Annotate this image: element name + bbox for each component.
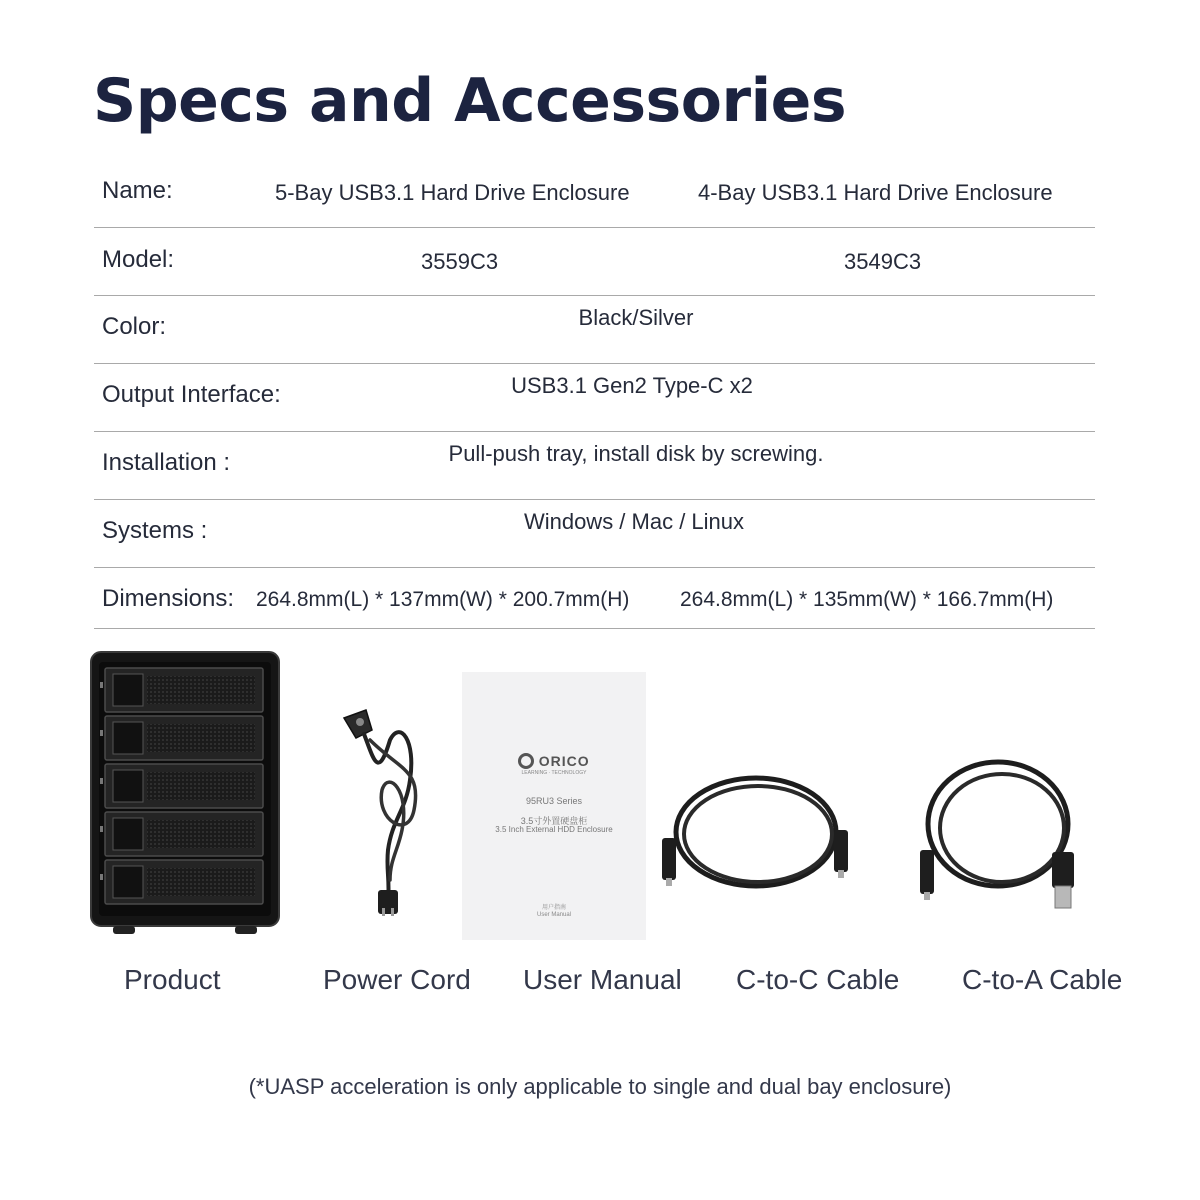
- spec-value: Black/Silver: [578, 305, 694, 330]
- spec-row-dimensions: [94, 561, 1095, 629]
- spec-value-5bay: 264.8mm(L) * 137mm(W) * 200.7mm(H): [256, 588, 630, 611]
- caption-c-to-c-cable: C-to-C Cable: [736, 964, 900, 995]
- manual-guide-cn: 用户指南: [541, 905, 566, 911]
- spec-value-4bay: 3549C3: [844, 249, 922, 274]
- row-divider: [94, 628, 1095, 629]
- spec-row-name: [94, 160, 1095, 228]
- spec-row-model: [94, 228, 1095, 296]
- uasp-footnote: (*UASP acceleration is only applicable to single and dual bay enclosure): [248, 1074, 952, 1099]
- manual-title-en: 3.5 Inch External HDD Enclosure: [495, 825, 613, 834]
- manual-brand-sub: LEARNING · TECHNOLOGY: [521, 770, 587, 776]
- drive-enclosure-icon: [89, 650, 283, 940]
- caption-c-to-a-cable: C-to-A Cable: [962, 964, 1123, 995]
- usb-c-cable-icon: [656, 770, 856, 900]
- spec-row-color: [94, 296, 1095, 364]
- spec-label: Installation :: [102, 449, 231, 476]
- caption-product: Product: [124, 964, 221, 995]
- spec-value-4bay: 4-Bay USB3.1 Hard Drive Enclosure: [698, 180, 1053, 205]
- spec-label: Output Interface:: [102, 381, 281, 408]
- manual-title-cn: 3.5寸外置硬盘柜: [520, 816, 588, 826]
- spec-label: Systems :: [102, 517, 208, 544]
- spec-label: Name:: [102, 177, 173, 204]
- spec-value-5bay: 5-Bay USB3.1 Hard Drive Enclosure: [275, 180, 630, 205]
- orico-logo-icon: [518, 753, 534, 769]
- spec-value: USB3.1 Gen2 Type-C x2: [511, 373, 753, 398]
- page-title: Specs and Accessories: [93, 66, 847, 136]
- spec-row-output-interface: [94, 364, 1095, 432]
- spec-label: Color:: [102, 313, 167, 340]
- caption-power-cord: Power Cord: [323, 964, 471, 995]
- manual-brand-name: ORICO: [538, 752, 590, 769]
- manual-icon: [462, 672, 646, 940]
- manual-brand: [462, 752, 646, 770]
- spec-label: Dimensions:: [102, 585, 235, 612]
- manual-guide-en: User Manual: [536, 912, 571, 918]
- power-cord-icon: [330, 700, 440, 920]
- spec-value-5bay: 3559C3: [421, 249, 499, 274]
- caption-user-manual: User Manual: [523, 964, 682, 995]
- spec-row-installation: [94, 432, 1095, 500]
- spec-value: Pull-push tray, install disk by screwing.: [448, 441, 824, 466]
- usb-a-cable-icon: [912, 756, 1092, 916]
- manual-series: 95RU3 Series: [525, 796, 583, 806]
- spec-row-systems: [94, 500, 1095, 568]
- spec-label: Model:: [102, 246, 175, 273]
- spec-value: Windows / Mac / Linux: [523, 509, 745, 534]
- spec-value-4bay: 264.8mm(L) * 135mm(W) * 166.7mm(H): [680, 588, 1054, 611]
- accessories-section: [0, 640, 1200, 1020]
